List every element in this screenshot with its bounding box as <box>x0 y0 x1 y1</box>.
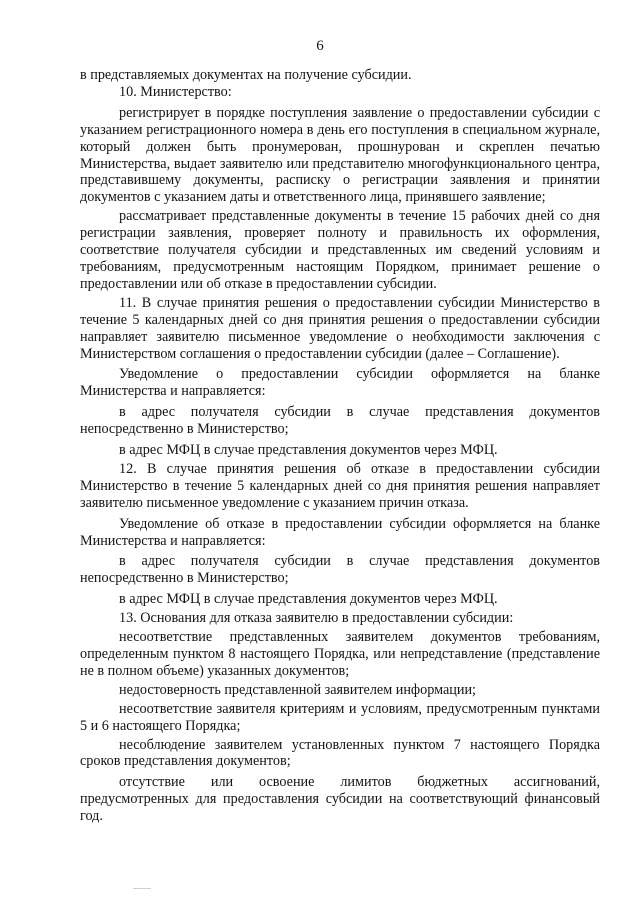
clause-12-recipient-mfc: в адрес МФЦ в случае представления документов через МФЦ. <box>119 591 498 608</box>
clause-10-heading: 10. Министерство: <box>119 83 232 100</box>
clause-12-notice-form: Уведомление об отказе в предоставлении субсидии оформляется на бланке Министерства и направляется: <box>80 515 600 549</box>
clause-11-notice-form: Уведомление о предоставлении субсидии оформляется на бланке Министерства и направляется: <box>80 366 600 400</box>
clause-12: 12. В случае принятия решения об отказе в предоставлении субсидии Министерство в течение 5 календарных дней со дня принятия решения направляет заявителю письменное уведомление с указанием причин отказа. <box>80 460 600 511</box>
clause-10-registration: регистрирует в порядке поступления заявление о предоставлении субсидии с указанием регистрационного номера в день его поступления в специальном журнале, который должен быть пронумерован, прошнурован и скреплен печатью Министерства, выдает заявителю или представителю многофункционального центра, представившему документы, расписку о регистрации заявления и принятии документов с указанием даты и ответственного лица, принявшего заявление; <box>80 104 600 206</box>
clause-11: 11. В случае принятия решения о предоставлении субсидии Министерство в течение 5 календарных дней со дня принятия решения о предоставлении субсидии направляет заявителю письменное уведомление о необходимости заключения с Министерством соглашения о предоставлении субсидии (далее – Соглашение). <box>80 294 600 362</box>
clause-13-heading: 13. Основания для отказа заявителю в предоставлении субсидии: <box>119 610 514 627</box>
clause-13-ground-false-info: недостоверность представленной заявителем информации; <box>119 681 476 698</box>
page-number: 6 <box>316 38 324 54</box>
clause-11-recipient-mfc: в адрес МФЦ в случае представления документов через МФЦ. <box>119 442 498 459</box>
scan-artifact <box>133 888 151 889</box>
clause-13-ground-documents: несоответствие представленных заявителем документов требованиям, определенным пунктом 8 настоящего Порядка, или непредставление (представление не в полном объеме) указанных документов; <box>80 629 600 679</box>
clause-12-recipient-direct: в адрес получателя субсидии в случае представления документов непосредственно в Министерство; <box>80 553 600 587</box>
clause-13-ground-limits: отсутствие или освоение лимитов бюджетных ассигнований, предусмотренных для предоставления субсидии на соответствующий финансовый год. <box>80 774 600 825</box>
clause-11-recipient-direct: в адрес получателя субсидии в случае представления документов непосредственно в Министерство; <box>80 404 600 438</box>
clause-13-ground-deadlines: несоблюдение заявителем установленных пунктом 7 настоящего Порядка сроков представления документов; <box>80 736 600 770</box>
paragraph-continuation: в представляемых документах на получение субсидии. <box>80 67 412 83</box>
clause-10-review: рассматривает представленные документы в течение 15 рабочих дней со дня регистрации заявления, проверяет полноту и правильность их оформления, соответствие получателя субсидии и представленных им сведений условиям и требованиям, предусмотренным настоящим Порядком, принимает решение о предоставлении или об отказе в предоставлении субсидии. <box>80 208 600 292</box>
document-body <box>80 67 600 825</box>
clause-13-ground-criteria: несоответствие заявителя критериям и условиям, предусмотренным пунктами 5 и 6 настоящего Порядка; <box>80 700 600 734</box>
